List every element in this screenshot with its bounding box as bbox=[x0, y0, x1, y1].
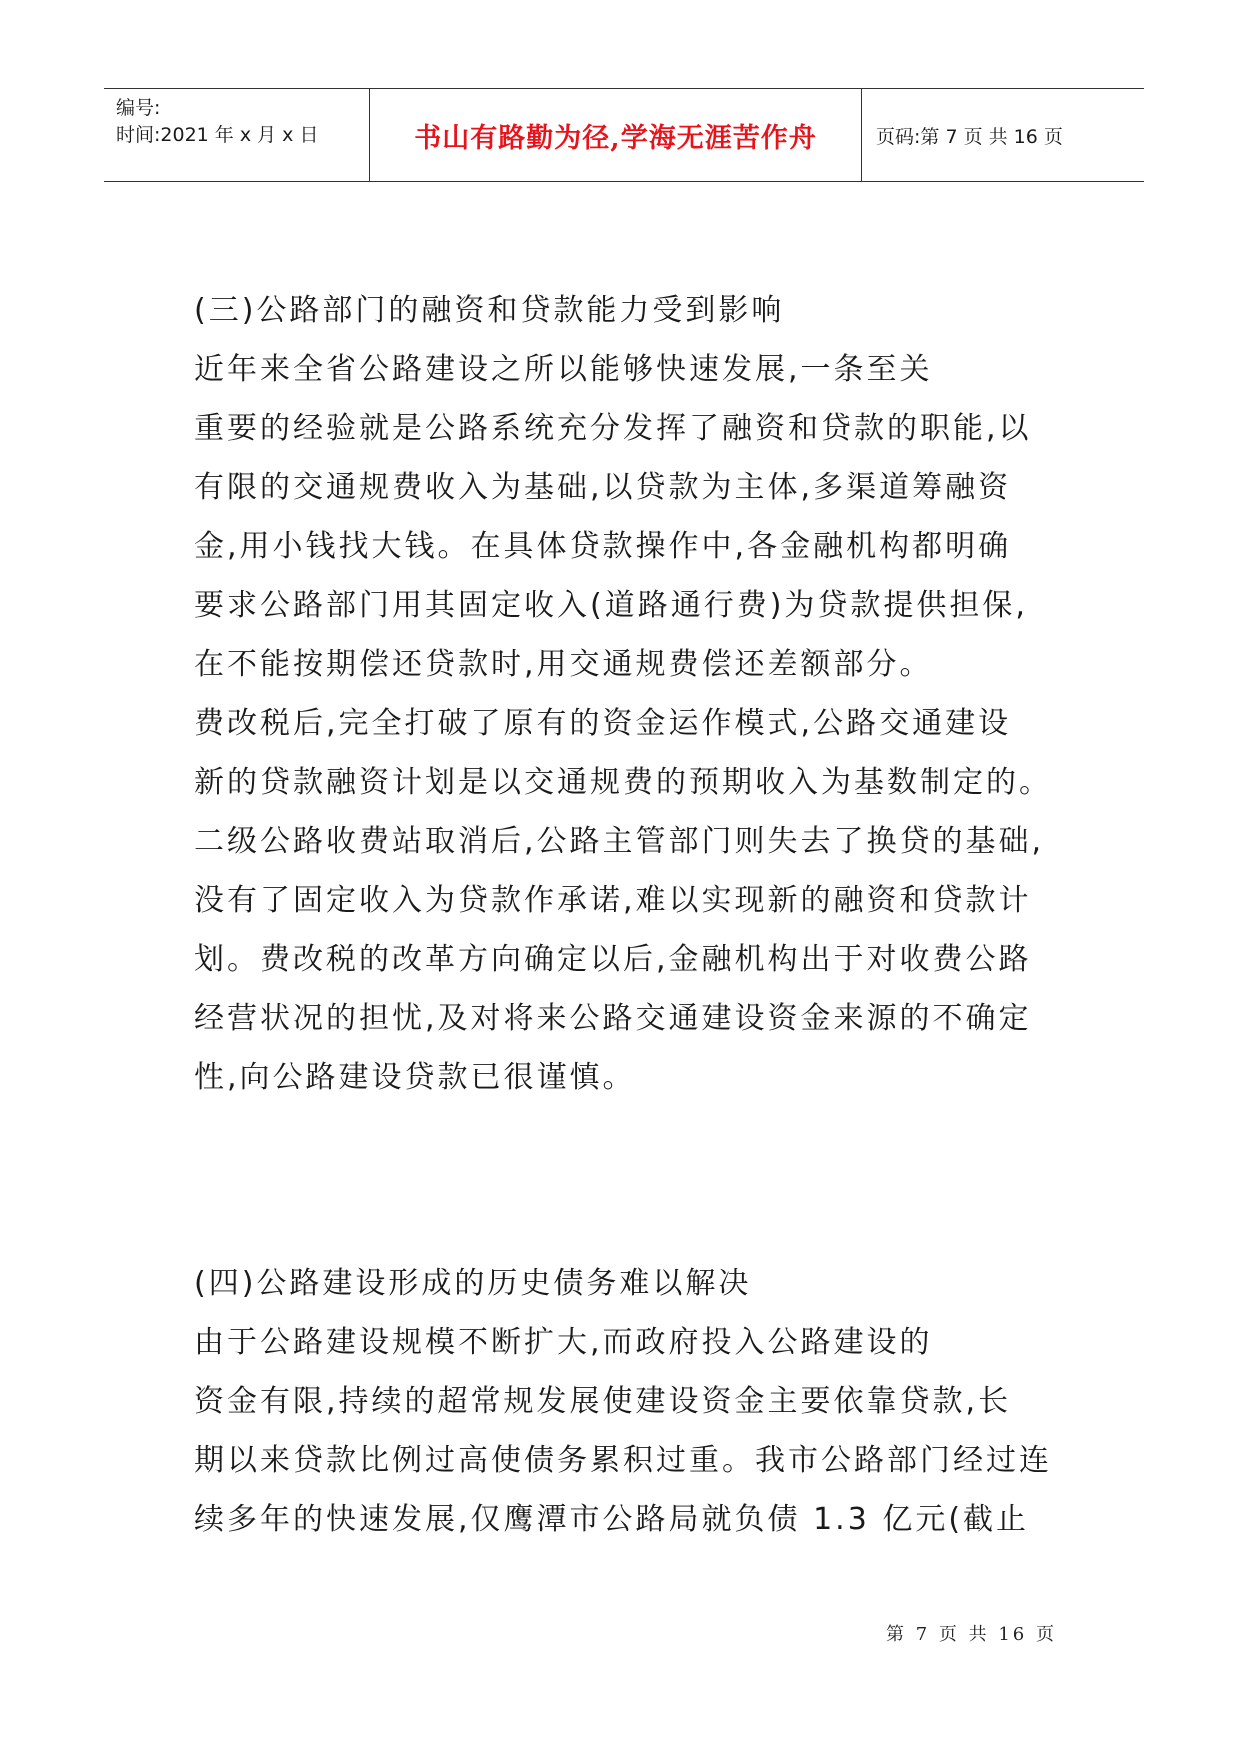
paragraph-line: 续多年的快速发展,仅鹰潭市公路局就负债 1.3 亿元(截止 bbox=[194, 1502, 1030, 1537]
section-3 bbox=[194, 281, 1052, 1107]
paragraph-line: 划。费改税的改革方向确定以后,金融机构出于对收费公路 bbox=[194, 942, 1032, 977]
paragraph-line: 近年来全省公路建设之所以能够快速发展,一条至关 bbox=[194, 352, 933, 387]
serial-number-label: 编号: bbox=[116, 97, 161, 119]
paragraph-line: 由于公路建设规模不断扩大,而政府投入公路建设的 bbox=[194, 1325, 933, 1360]
section-3-heading: (三)公路部门的融资和贷款能力受到影响 bbox=[194, 293, 785, 328]
paragraph-line: 资金有限,持续的超常规发展使建设资金主要依靠贷款,长 bbox=[194, 1384, 1012, 1419]
paragraph-line: 费改税后,完全打破了原有的资金运作模式,公路交通建设 bbox=[194, 706, 1012, 741]
paragraph-line: 新的贷款融资计划是以交通规费的预期收入为基数制定的。 bbox=[194, 765, 1052, 800]
section-4 bbox=[194, 1254, 1052, 1549]
paragraph-line: 期以来贷款比例过高使债务累积过重。我市公路部门经过连 bbox=[194, 1443, 1052, 1478]
section-4-heading: (四)公路建设形成的历史债务难以解决 bbox=[194, 1266, 752, 1301]
page-header bbox=[104, 88, 1144, 182]
paragraph-line: 在不能按期偿还贷款时,用交通规费偿还差额部分。 bbox=[194, 647, 933, 682]
paragraph-line: 没有了固定收入为贷款作承诺,难以实现新的融资和贷款计 bbox=[194, 883, 1032, 918]
paragraph-line: 二级公路收费站取消后,公路主管部门则失去了换贷的基础, bbox=[194, 824, 1045, 859]
header-meta bbox=[104, 89, 370, 181]
paragraph-line: 性,向公路建设贷款已很谨慎。 bbox=[194, 1060, 636, 1095]
date-label: 时间:2021 年 x 月 x 日 bbox=[116, 124, 319, 146]
paragraph-line: 经营状况的担忧,及对将来公路交通建设资金来源的不确定 bbox=[194, 1001, 1032, 1036]
paragraph-line: 重要的经验就是公路系统充分发挥了融资和贷款的职能,以 bbox=[194, 411, 1032, 446]
paragraph-line: 金,用小钱找大钱。在具体贷款操作中,各金融机构都明确 bbox=[194, 529, 1012, 564]
header-page-info: 页码:第 7 页 共 16 页 bbox=[876, 125, 1063, 148]
paragraph-line: 有限的交通规费收入为基础,以贷款为主体,多渠道筹融资 bbox=[194, 470, 1012, 505]
paragraph-line: 要求公路部门用其固定收入(道路通行费)为贷款提供担保, bbox=[194, 588, 1028, 623]
page-footer: 第 7 页 共 16 页 bbox=[886, 1624, 1057, 1645]
header-motto: 书山有路勤为径,学海无涯苦作舟 bbox=[370, 89, 862, 181]
